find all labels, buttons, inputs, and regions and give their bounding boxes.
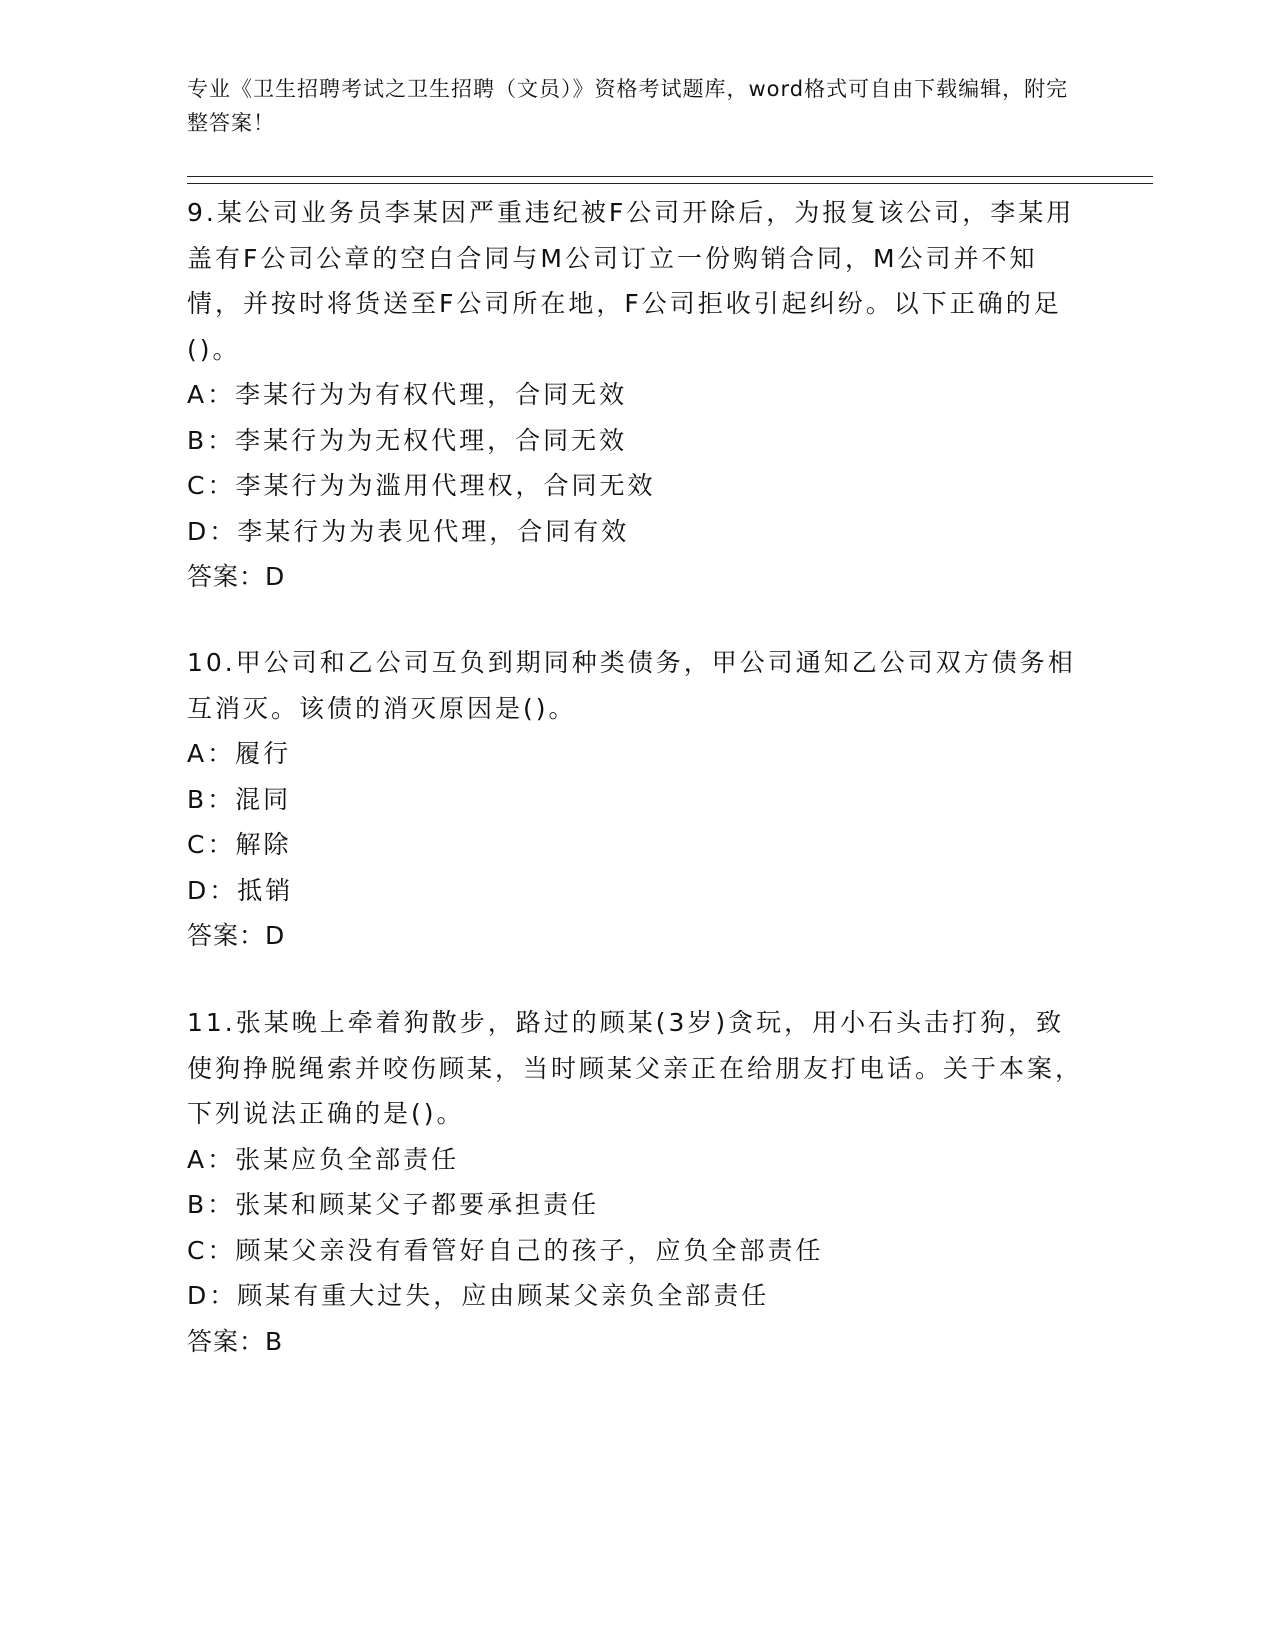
answer: 答案：D <box>187 921 286 950</box>
question-9 <box>187 190 1087 600</box>
header-divider-bottom <box>187 183 1153 184</box>
question-stem: 10.甲公司和乙公司互负到期同种类债务，甲公司通知乙公司双方债务相互消灭。该债的消灭原因是()。 <box>187 648 1076 723</box>
header-divider-top <box>187 176 1153 177</box>
option-c: C：李某行为为滥用代理权，合同无效 <box>187 471 656 500</box>
option-b: B：李某行为为无权代理，合同无效 <box>187 425 628 455</box>
question-11 <box>187 1000 1087 1364</box>
option-b: B：混同 <box>187 784 292 814</box>
answer: 答案：B <box>187 1326 284 1356</box>
question-10 <box>187 640 1087 959</box>
option-d: D：顾某有重大过失，应由顾某父亲负全部责任 <box>187 1281 770 1310</box>
option-a: A：李某行为为有权代理，合同无效 <box>187 380 628 409</box>
document-header: 专业《卫生招聘考试之卫生招聘（文员）》资格考试题库，word格式可自由下载编辑，附完整答案！ <box>187 77 1069 135</box>
option-c: C：顾某父亲没有看管好自己的孩子，应负全部责任 <box>187 1235 824 1265</box>
option-d: D：李某行为为表见代理，合同有效 <box>187 516 630 546</box>
option-a: A：履行 <box>187 739 292 768</box>
answer: 答案：D <box>187 562 286 591</box>
option-d: D：抵销 <box>187 875 294 905</box>
option-c: C：解除 <box>187 830 292 859</box>
option-a: A：张某应负全部责任 <box>187 1144 460 1174</box>
question-stem: 9.某公司业务员李某因严重违纪被F公司开除后，为报复该公司，李某用盖有F公司公章的空白合同与M公司订立一份购销合同，M公司并不知情，并按时将货送至F公司所在地，F公司拒收引起纠纷。以下正确的足()。 <box>187 198 1075 364</box>
option-b: B：张某和顾某父子都要承担责任 <box>187 1190 600 1219</box>
question-stem: 11.张某晚上牵着狗散步，路过的顾某(3岁)贪玩，用小石头击打狗，致使狗挣脱绳索并咬伤顾某，当时顾某父亲正在给朋友打电话。关于本案，下列说法正确的是()。 <box>187 1008 1084 1128</box>
